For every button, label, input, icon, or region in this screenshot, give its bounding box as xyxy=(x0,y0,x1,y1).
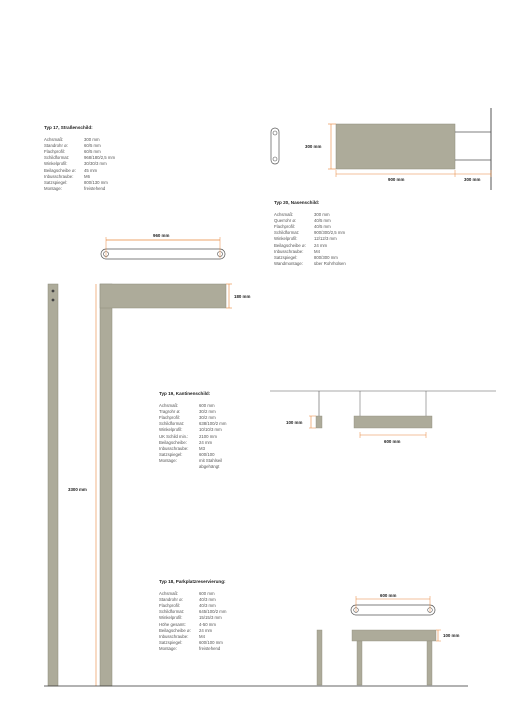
spec-row: Montage: freistehend xyxy=(44,185,106,191)
spec-row: Schildformat: 638/100/2 mm xyxy=(159,421,227,427)
typ20-drawing xyxy=(271,108,491,190)
typ19-height-dim: 100 mm xyxy=(286,420,303,425)
typ18-spec xyxy=(159,579,226,652)
typ20-title: Typ 20, Nasenschild: xyxy=(274,200,320,205)
spec-row: Montage: mit Stahlseil xyxy=(159,457,223,463)
typ20-arm-dim: 300 mm xyxy=(464,177,481,182)
typ18-title: Typ 18, Parkplatzreservierung: xyxy=(159,579,226,584)
typ17-top-view xyxy=(101,237,225,259)
spec-row: abgehängt xyxy=(199,464,220,470)
spec-row: Inbusschraube: M6 xyxy=(44,173,90,179)
spec-row: Wandmontage: über Rohrhülsen xyxy=(274,260,346,266)
spec-row: Winkelprofil: 12/12/3 mm xyxy=(274,236,337,242)
spec-row: Satzspiegel: 800/130 mm xyxy=(44,179,108,185)
spec-row: Achsmaß: 300 mm xyxy=(44,137,100,143)
typ17-width-dim: 960 mm xyxy=(153,233,170,238)
spec-row: Flachprofil: 60/5 mm xyxy=(44,149,101,155)
typ17-spec xyxy=(44,125,115,192)
typ20-spec xyxy=(274,200,346,267)
spec-row: Beilagscheibe: 24 mm xyxy=(159,439,213,445)
spec-row: Satzspiegel: 600/100 mm xyxy=(159,639,223,645)
typ20-height-dim: 300 mm xyxy=(305,144,322,149)
spec-row: Winkelprofil: 30/30/3 mm xyxy=(44,161,107,167)
spec-row: UK Schild min.: 2100 mm xyxy=(159,433,217,439)
spec-row: Satzspiegel: 600/100 xyxy=(159,451,215,457)
spec-row: Querrohr ø: 40/5 mm xyxy=(274,218,331,224)
typ19-spec xyxy=(159,391,226,470)
typ20-width-dim: 900 mm xyxy=(388,177,405,182)
spec-row: Standrohr ø: 40/3 mm xyxy=(159,597,216,603)
spec-row: Beilagscheibe ø: 24 mm xyxy=(274,242,328,248)
typ19-width-dim: 600 mm xyxy=(384,439,401,444)
typ19-drawing xyxy=(270,391,496,438)
typ17-height-dim: 180 mm xyxy=(234,294,251,299)
spec-row: Schildformat: 645/100/2 mm xyxy=(159,609,227,615)
typ19-title: Typ 19, Kantinenschild: xyxy=(159,391,211,396)
spec-row: Inbusschraube: M3 xyxy=(159,445,205,451)
typ18-drawing xyxy=(317,596,441,685)
spec-row: Flachprofil: 40/3 mm xyxy=(159,603,216,609)
spec-row: Flachprofil: 40/5 mm xyxy=(274,224,331,230)
spec-row: Inbusschraube: M4 xyxy=(274,248,320,254)
spec-row: Flachprofil: 30/2 mm xyxy=(159,415,216,421)
typ18-height-dim: 100 mm xyxy=(443,633,460,638)
typ17-pole-dim: 3300 mm xyxy=(68,487,87,492)
spec-row: Schildformat: 968/180/2,5 mm xyxy=(44,155,116,161)
spec-row: Beilagscheibe ø: 45 mm xyxy=(44,167,98,173)
spec-row: Winkelprofil: 15/15/3 mm xyxy=(159,615,222,621)
typ18-width-dim: 600 mm xyxy=(380,593,397,598)
spec-row: Höhe gesamt: 4-50 mm xyxy=(159,621,216,627)
spec-row: Winkelprofil: 10/10/3 mm xyxy=(159,427,222,433)
spec-row: Satzspiegel: 800/300 mm xyxy=(274,254,338,260)
spec-row: Beilagscheibe ø: 24 mm xyxy=(159,627,213,633)
spec-row: Tragrohr ø: 30/2 mm xyxy=(159,409,216,415)
spec-row: Montage: freistehend xyxy=(159,645,221,651)
spec-row: Standrohr ø: 60/5 mm xyxy=(44,143,101,149)
typ17-title: Typ 17, Straßenschild: xyxy=(44,125,93,130)
spec-row: Achsmaß: 600 mm xyxy=(159,403,215,409)
spec-row: Inbusschraube: M4 xyxy=(159,633,205,639)
spec-row: Schildformat: 900/300/2,5 mm xyxy=(274,230,346,236)
spec-row: Achsmaß: 600 mm xyxy=(159,591,215,597)
spec-row: Achsmaß: 300 mm xyxy=(274,212,330,218)
